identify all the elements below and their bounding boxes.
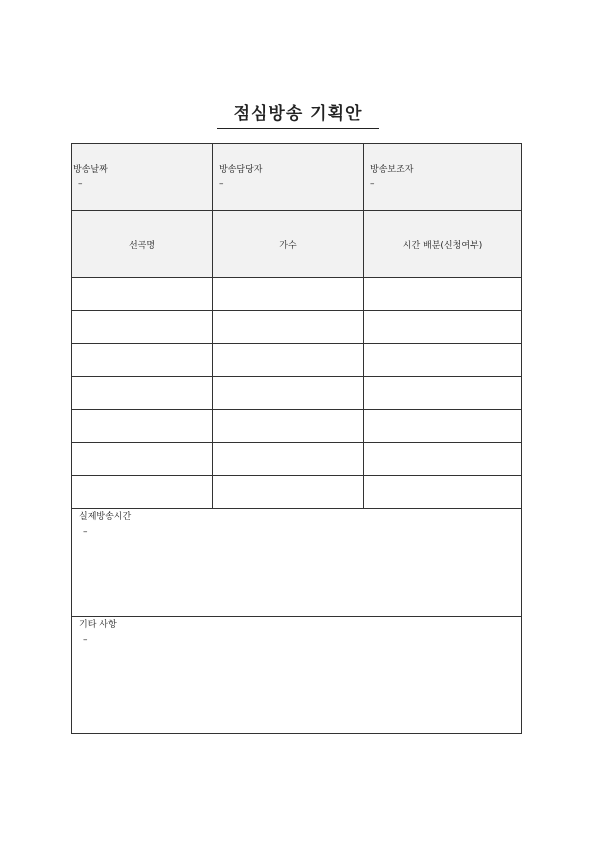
song-title-cell[interactable] <box>72 344 213 377</box>
planning-form-table <box>71 143 522 734</box>
table-row <box>72 344 522 377</box>
singer-cell[interactable] <box>213 311 364 344</box>
broadcast-manager-label: 방송담당자 <box>219 165 263 175</box>
singer-cell[interactable] <box>213 410 364 443</box>
time-allocation-cell[interactable] <box>364 476 522 509</box>
table-row <box>72 443 522 476</box>
table-row <box>72 377 522 410</box>
time-allocation-cell[interactable] <box>364 443 522 476</box>
broadcast-date-cell[interactable] <box>72 144 213 211</box>
song-title-cell[interactable] <box>72 476 213 509</box>
singer-cell[interactable] <box>213 476 364 509</box>
song-header-row <box>72 211 522 278</box>
broadcast-assistant-cell[interactable] <box>364 144 522 211</box>
title-underline <box>217 100 379 129</box>
table-row <box>72 476 522 509</box>
other-notes-value: – <box>83 635 88 645</box>
singer-cell[interactable] <box>213 278 364 311</box>
header-song-title: 선곡명 <box>72 211 213 278</box>
time-allocation-cell[interactable] <box>364 278 522 311</box>
header-singer: 가수 <box>213 211 364 278</box>
broadcast-assistant-label: 방송보조자 <box>370 165 414 175</box>
table-row <box>72 410 522 443</box>
table-row <box>72 278 522 311</box>
info-row <box>72 144 522 211</box>
table-row <box>72 311 522 344</box>
song-title-cell[interactable] <box>72 410 213 443</box>
song-title-cell[interactable] <box>72 278 213 311</box>
broadcast-manager-value: – <box>219 179 224 189</box>
other-notes-row <box>72 617 522 734</box>
broadcast-assistant-value: – <box>370 179 375 189</box>
broadcast-manager-cell[interactable] <box>213 144 364 211</box>
document-title: 점심방송 기획안 <box>233 104 363 124</box>
singer-cell[interactable] <box>213 443 364 476</box>
singer-cell[interactable] <box>213 344 364 377</box>
actual-broadcast-time-value: – <box>83 527 88 537</box>
time-allocation-cell[interactable] <box>364 311 522 344</box>
time-allocation-cell[interactable] <box>364 377 522 410</box>
actual-broadcast-time-label: 실제방송시간 <box>79 512 132 522</box>
actual-broadcast-time-row <box>72 509 522 617</box>
singer-cell[interactable] <box>213 377 364 410</box>
broadcast-date-label: 방송날짜 <box>73 165 108 175</box>
time-allocation-cell[interactable] <box>364 344 522 377</box>
other-notes-cell[interactable] <box>72 617 522 734</box>
song-title-cell[interactable] <box>72 311 213 344</box>
time-allocation-cell[interactable] <box>364 410 522 443</box>
actual-broadcast-time-cell[interactable] <box>72 509 522 617</box>
header-time-allocation: 시간 배분(신청여부) <box>364 211 522 278</box>
song-title-cell[interactable] <box>72 443 213 476</box>
other-notes-label: 기타 사항 <box>79 620 117 630</box>
song-title-cell[interactable] <box>72 377 213 410</box>
broadcast-date-value: – <box>78 179 83 189</box>
